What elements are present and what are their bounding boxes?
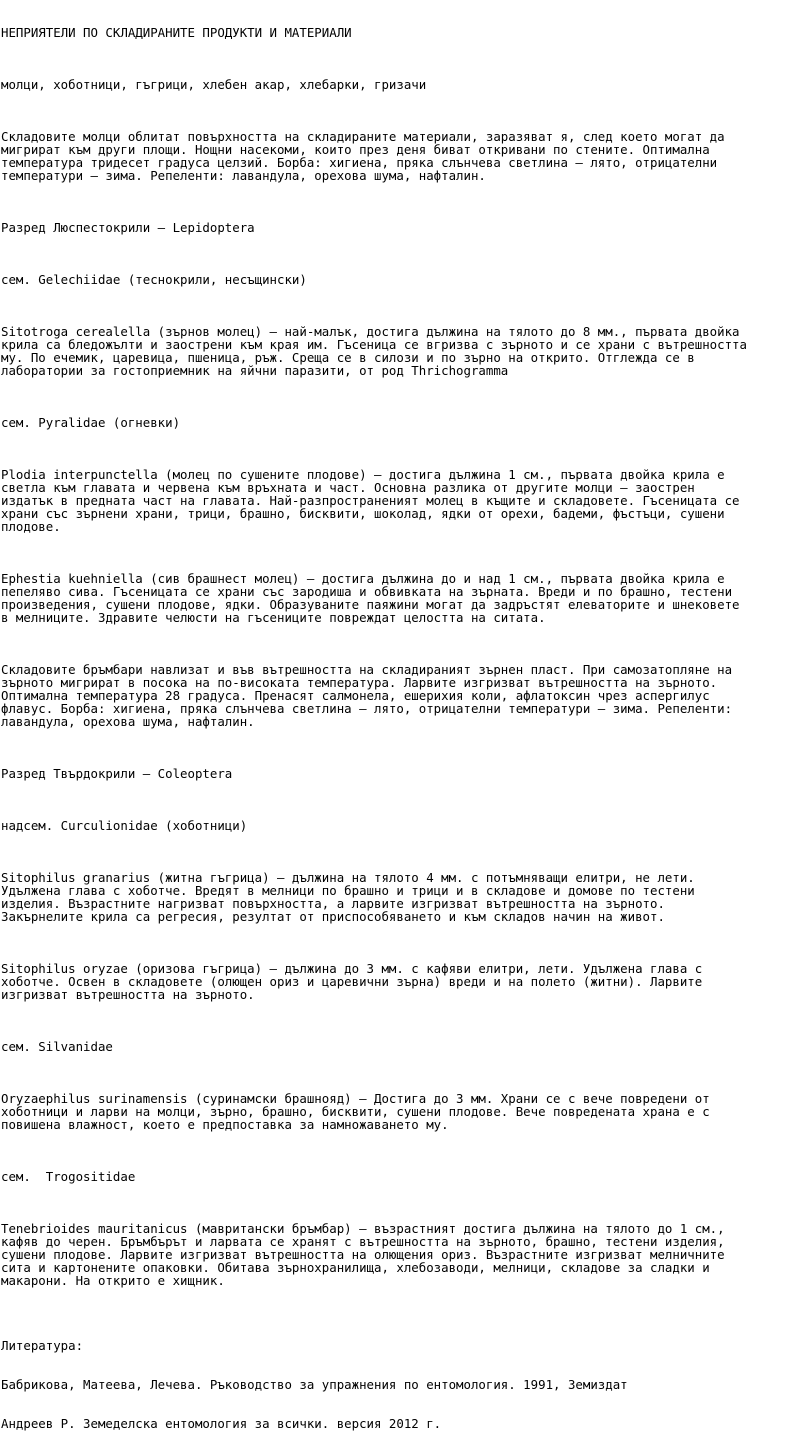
document-subtitle: молци, хоботници, гъгрици, хлебен акар, хлебарки, гризачи [1,77,427,92]
superfamily-heading-curculionidae: надсем. Curculionidae (хоботници) [1,818,248,833]
references-label: Литература: [1,1338,84,1353]
family-heading-silvanidae: сем. Silvanidae [1,1039,113,1054]
order-heading-coleoptera: Разред Твърдокрили – Coleoptera [1,766,233,781]
document-body [1,0,801,1443]
family-heading-gelechiidae: сем. Gelechiidae (теснокрили, несъщински) [1,272,307,287]
species-paragraph-granarius: Sitophilus granarius (житна гъгрица) – дължина на тялото 4 мм. с потъмняващи елитри, не лети. Удължена глава с хоботче. Вредят в мелници по брашно и трици и в складове и домове по тестени изделия. Възрастните нагризват повърхността, а ларвите изгризват вътрешността на зърното. Закърнелите крила са регресия, резултат от приспособяването и към складов начин на живот. [1,870,695,924]
species-paragraph-tenebrioides: Tenebrioides mauritanicus (мавритански бръмбар) – възрастният достига дължина на тялото до 1 см., кафяв до черен. Бръмбърът и ларвата се хранят с вътрешността на зърното, брашно, тестени изделия, сушени плодове. Ларвите изгризват вътрешността на олющения ориз. Възрастните изгризват мелничните сита и картонените опаковки. Обитава зърнохранилища, хлебозаводи, мелници, складове за сладки и макарони. На открито е хищник. [1,1221,725,1288]
family-heading-pyralidae: сем. Pyralidae (огневки) [1,415,181,430]
reference-item: Андреев Р. Земеделска ентомология за всички. версия 2012 г. [1,1416,442,1431]
document-title: НЕПРИЯТЕЛИ ПО СКЛАДИРАНИТЕ ПРОДУКТИ И МАТЕРИАЛИ [1,25,352,40]
intro-paragraph: Складовите молци облитат повърхността на складираните материали, заразяват я, след което могат да мигрират към други площи. Нощни насекоми, които през деня биват откривани по стените. Оптимална температура тридесет градуса целзий. Борба: хигиена, пряка слънчева светлина – лято, отрицателни температури – зима. Репеленти: лавандула, орехова шума, нафталин. [1,129,725,183]
beetles-paragraph: Складовите бръмбари навлизат и във вътрешността на складираният зърнен пласт. При самозатопляне на зърното мигрират в посока на по-високата температура. Ларвите изгризват вътрешността на зърното. Оптимална температура 28 градуса. Пренасят салмонела, ешерихия коли, афлатоксин чрез аспергилус флавус. Борба: хигиена, пряка слънчева светлина – лято, отрицателни температури – зима. Репеленти: лавандула, орехова шума, нафталин. [1,662,733,729]
order-heading-lepidoptera: Разред Люспестокрили – Lepidoptera [1,220,255,235]
species-paragraph-oryzaephilus: Oryzaephilus surinamensis (суринамски брашнояд) – Достига до 3 мм. Храни се с вече повредени от хоботници и ларви на молци, зърно, брашно, бисквити, сушени плодове. Вече повредената храна е с повишена влажност, което е предпоставка за намножаването му. [1,1091,710,1132]
species-paragraph-ephestia: Ephestia kuehniella (сив брашнест молец) – достига дължина до и над 1 см., първата двойка крила е пепеляво сива. Гъсеницата се храни със зародиша и обвивката на зърната. Вреди и по брашно, тестени произведения, сушени плодове, ядки. Образуваните паяжини могат да задръстят елеваторите и шнековете в мелниците. Здравите челюсти на гъсениците повреждат целостта на ситата. [1,571,740,625]
family-heading-trogositidae: сем. Trogositidae [1,1169,136,1184]
species-paragraph-oryzae: Sitophilus oryzae (оризова гъгрица) – дължина до 3 мм. с кафяви елитри, лети. Удължена глава с хоботче. Освен в складовете (олющен ориз и царевични зърна) вреди и на полето (житни). Ларвите изгризват вътрешността на зърното. [1,961,703,1002]
species-paragraph-sitotroga: Sitotroga cerealella (зърнов молец) – най-малък, достига дължина на тялото до 8 мм., първата двойка крила са бледожълти и заострени към края им. Гъсеница се вгризва с зърното и се храни с вътрешността му. По ечемик, царевица, пшеница, ръж. Среща се в силози и по зърно на открито. Отглежда се в лаборатории за гостоприемник на яйчни паразити, от род Thrichogramma [1,324,747,378]
species-paragraph-plodia: Plodia interpunctella (молец по сушените плодове) – достига дължина 1 см., първата двойка крила е светла към главата и червена към връхната и част. Основна разлика от другите молци – заострен издатък в предната част на главата. Най-разпространеният молец в къщите и складовете. Гъсеницата се храни със зърнени храни, трици, брашно, бисквити, шоколад, ядки от орехи, бадеми, фъстъци, сушени плодове. [1,467,740,534]
reference-item: Бабрикова, Матеева, Лечева. Ръководство за упражнения по ентомология. 1991, Земиздат [1,1377,628,1392]
